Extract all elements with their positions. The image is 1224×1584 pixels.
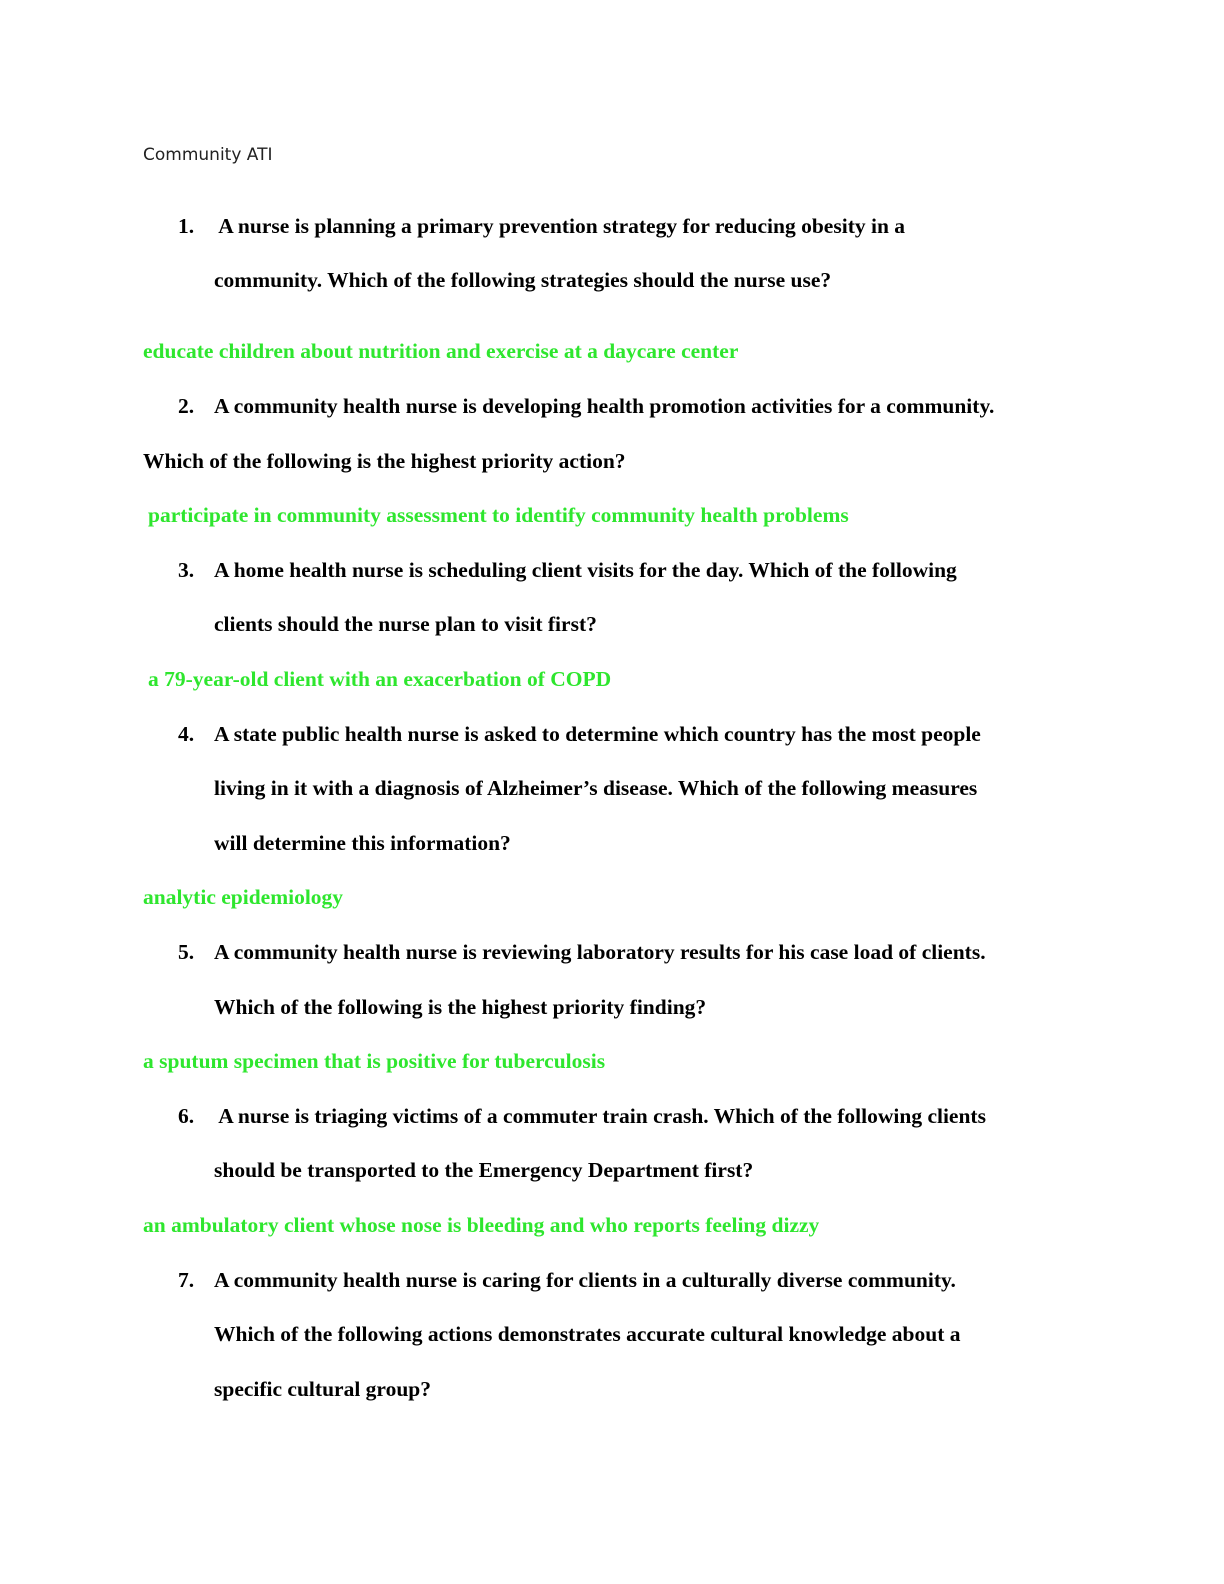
question-text: Which of the following actions demonstrates accurate cultural knowledge about a [214,1322,961,1346]
question-number: 6. [178,1104,195,1128]
question-text: Which of the following is the highest priority finding? [214,995,707,1019]
answer-text: participate in community assessment to identify community health problems [148,503,849,527]
question-text: living in it with a diagnosis of Alzheimer’s disease. Which of the following measures [214,776,978,800]
answer-text: an ambulatory client whose nose is bleeding and who reports feeling dizzy [143,1213,820,1237]
answer-text: educate children about nutrition and exercise at a daycare center [143,339,739,363]
question-text: A home health nurse is scheduling client visits for the day. Which of the following [214,558,957,582]
question-text: specific cultural group? [214,1377,431,1401]
question-number: 4. [178,722,195,746]
answer-text: a 79-year-old client with an exacerbation of COPD [148,667,612,691]
document-title: Community ATI [143,145,273,165]
question-text: should be transported to the Emergency Department first? [214,1158,754,1182]
question-text: clients should the nurse plan to visit first? [214,612,597,636]
question-text: community. Which of the following strategies should the nurse use? [214,268,832,292]
question-number: 5. [178,940,195,964]
question-text: A state public health nurse is asked to determine which country has the most people [214,722,981,746]
question-text: A nurse is planning a primary prevention strategy for reducing obesity in a [214,214,906,238]
question-text: A community health nurse is caring for clients in a culturally diverse community. [214,1268,956,1292]
question-number: 7. [178,1268,195,1292]
question-number: 3. [178,558,195,582]
question-text: will determine this information? [214,831,511,855]
question-number: 1. [178,214,195,238]
question-text: A community health nurse is developing health promotion activities for a community. [214,394,995,418]
question-text: Which of the following is the highest priority action? [143,449,626,473]
question-text: A nurse is triaging victims of a commuter train crash. Which of the following clients [214,1104,986,1128]
question-text: A community health nurse is reviewing laboratory results for his case load of clients. [214,940,986,964]
question-number: 2. [178,394,195,418]
answer-text: analytic epidemiology [143,885,344,909]
answer-text: a sputum specimen that is positive for tuberculosis [143,1049,606,1073]
